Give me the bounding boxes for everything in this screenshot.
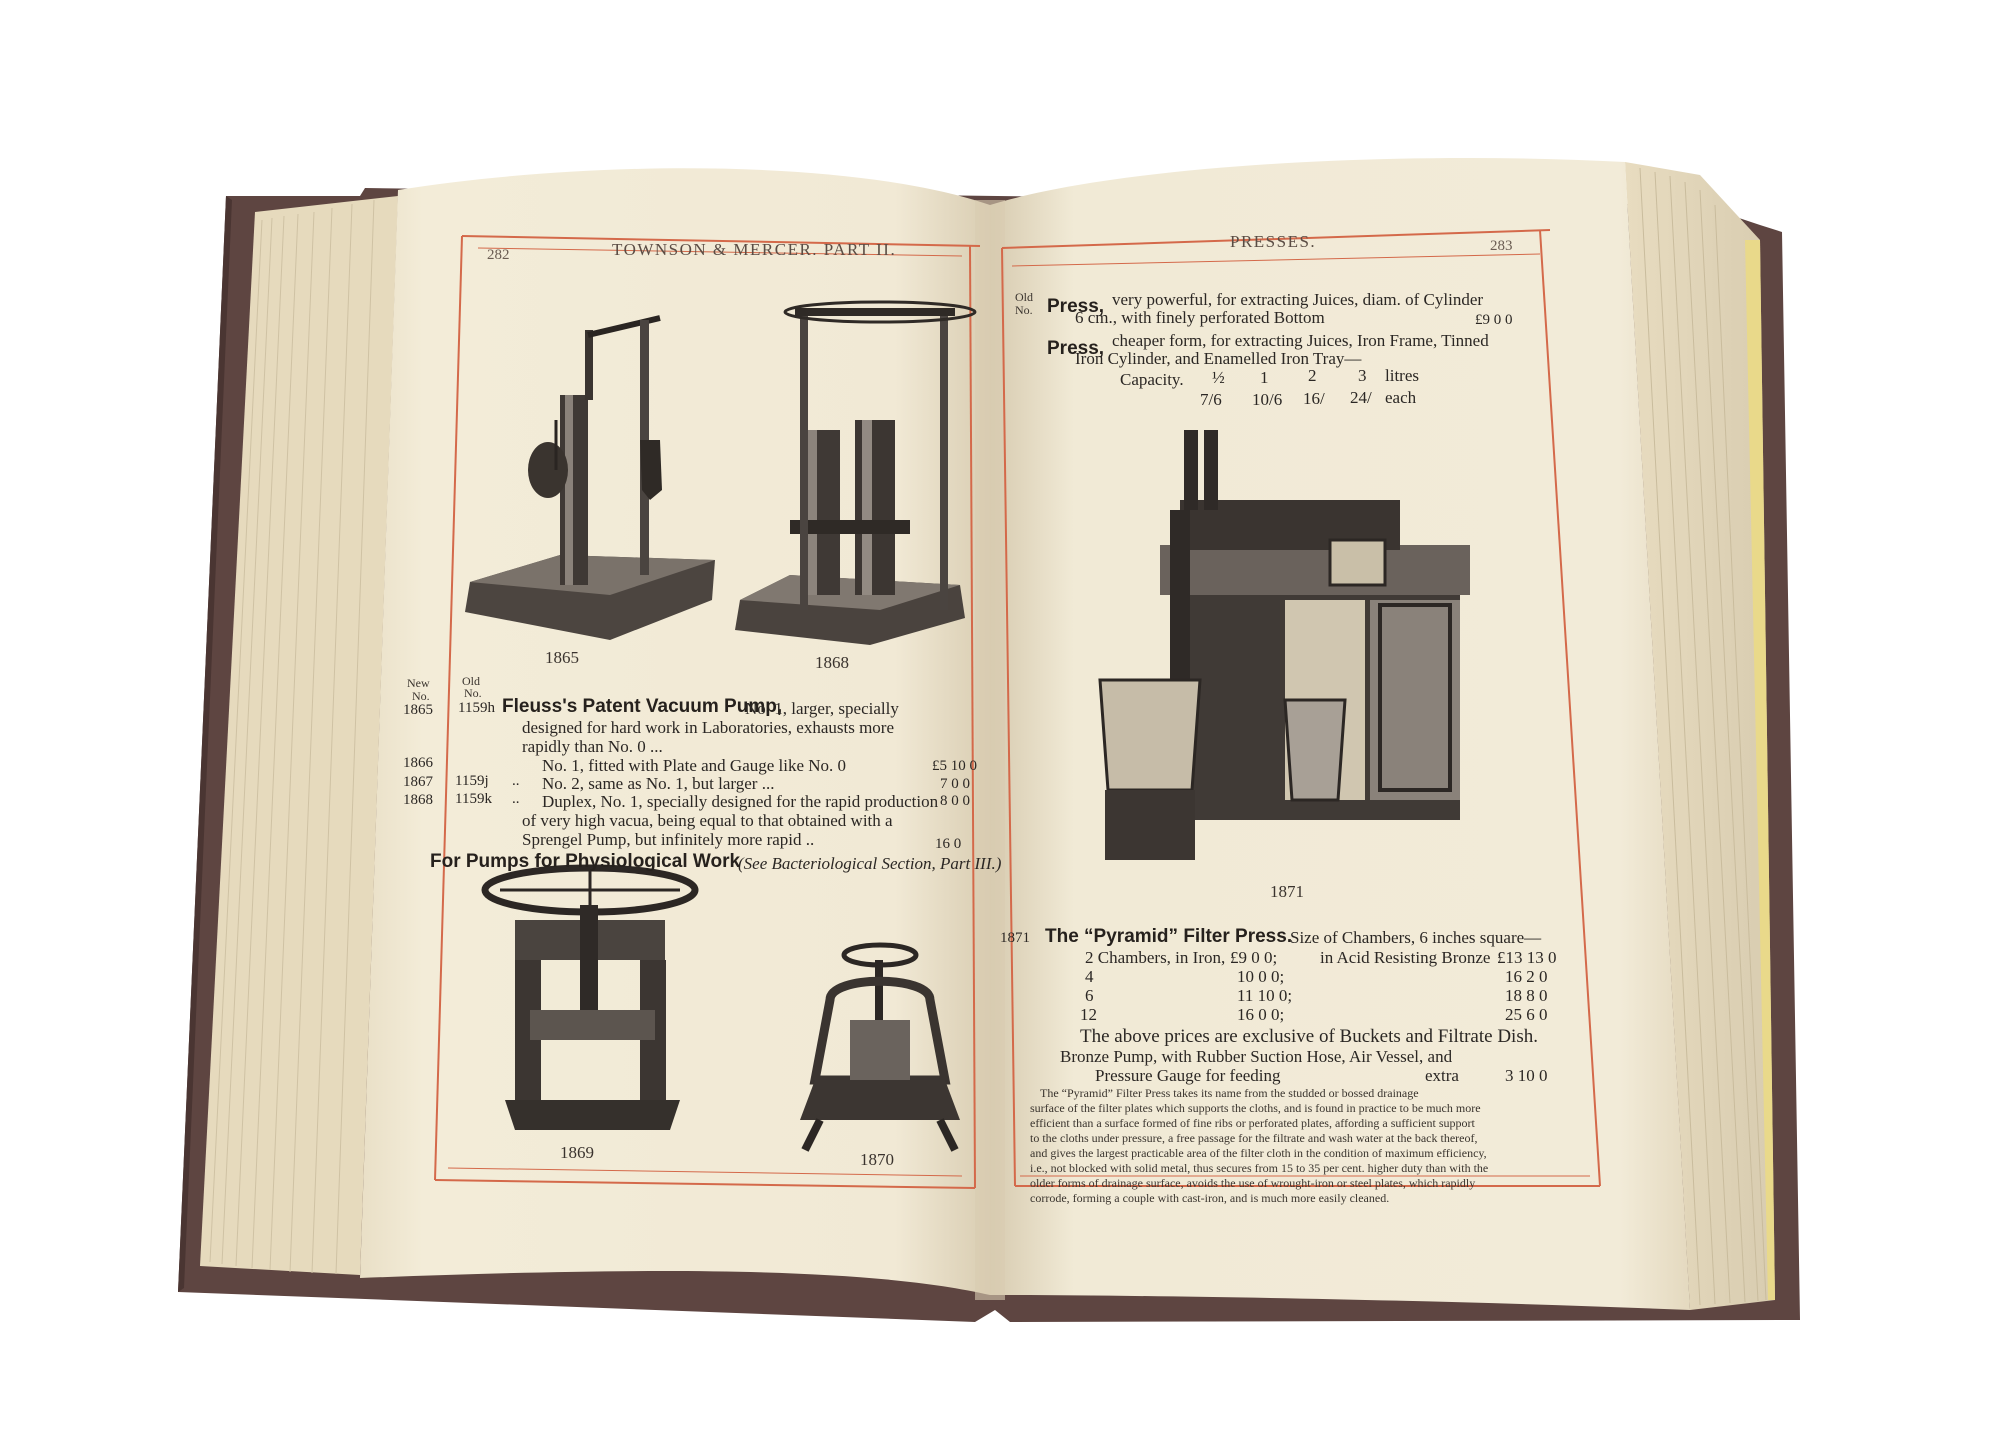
chamber-iron-price: 11 10 0; <box>1237 986 1293 1005</box>
entry-old-number: 1159h <box>458 700 495 716</box>
chamber-iron-price: 16 0 0; <box>1237 1005 1285 1024</box>
right-col-old-no-label: No. <box>1015 303 1033 317</box>
fleuss-line1: No. 1, larger, specially <box>745 699 899 718</box>
col-old-label: Old <box>462 674 480 688</box>
description-line: surface of the filter plates which supports the cloths, and is found in practice to be much more <box>1030 1101 1481 1115</box>
fleuss-pump-title: Fleuss's Patent Vacuum Pump, <box>502 696 783 717</box>
capacity-value: 1 <box>1260 368 1269 387</box>
chamber-bronze-price: 16 2 0 <box>1505 967 1548 986</box>
description-line: to the cloths under pressure, a free passage for the filtrate and wash water at the back thereof, <box>1030 1131 1478 1145</box>
duplex-price: 16 0 <box>935 836 962 852</box>
chamber-bronze-price: 18 8 0 <box>1505 986 1548 1005</box>
bronze-pump-line2: Pressure Gauge for feeding <box>1095 1066 1281 1085</box>
right-col-old-label: Old <box>1015 290 1033 304</box>
pyramid-filter-press-title: The “Pyramid” Filter Press. <box>1045 926 1293 947</box>
entry-old-number: 1159j <box>455 773 489 789</box>
ditto-mark: .. <box>512 791 520 807</box>
figure-caption-1868: 1868 <box>815 653 849 672</box>
press2-text: cheaper form, for extracting Juices, Iron Frame, Tinned <box>1112 331 1489 350</box>
col-new-label: New <box>407 676 430 690</box>
press2-text2: Iron Cylinder, and Enamelled Iron Tray— <box>1075 349 1362 368</box>
pyramid-chamber-size: Size of Chambers, 6 inches square— <box>1290 928 1542 947</box>
chamber-count: 6 <box>1085 986 1094 1005</box>
capacity-unit: litres <box>1385 366 1419 385</box>
fleuss-line2: designed for hard work in Laboratories, exhausts more <box>522 718 894 737</box>
capacity-label: Capacity. <box>1120 370 1184 389</box>
entry-text: Duplex, No. 1, specially designed for the rapid production <box>542 792 939 811</box>
bronze-pump-extra: extra <box>1425 1066 1459 1085</box>
description-line: i.e., not blocked with solid metal, thus secures from 15 to 35 per cent. higher duty than with the <box>1030 1161 1489 1175</box>
physiological-pumps-note: (See Bacteriological Section, Part III.) <box>738 854 1002 873</box>
description-line: efficient than a surface formed of fine ribs or perforated plates, affording a sufficient support <box>1030 1116 1475 1130</box>
entry-text: No. 1, fitted with Plate and Gauge like No. 0 <box>542 756 847 775</box>
col-old-no-label: No. <box>464 686 482 700</box>
description-line: and gives the largest practicable area of the filter cloth in the condition of maximum efficiency, <box>1030 1146 1487 1160</box>
capacity-price: 10/6 <box>1252 390 1283 409</box>
entry-new-number: 1868 <box>403 792 433 808</box>
description-line: older forms of drainage surface, avoids the use of wrought-iron or steel plates, which rapidly <box>1030 1176 1476 1190</box>
capacity-value: 3 <box>1358 366 1367 385</box>
left-page-number: 282 <box>487 247 510 263</box>
figure-caption-1869: 1869 <box>560 1143 594 1162</box>
pyramid-item-number: 1871 <box>1000 930 1030 946</box>
figure-caption-1870: 1870 <box>860 1150 894 1169</box>
chamber-count: 12 <box>1080 1005 1097 1024</box>
figure-caption-1871: 1871 <box>1270 882 1304 901</box>
entry-new-number: 1866 <box>403 755 433 771</box>
ditto-mark: .. <box>512 773 520 789</box>
capacity-price: 24/ <box>1350 388 1372 407</box>
bronze-pump-price: 3 10 0 <box>1505 1066 1548 1085</box>
fleuss-line3: rapidly than No. 0 ... <box>522 737 663 756</box>
bronze-pump-line1: Bronze Pump, with Rubber Suction Hose, Air Vessel, and <box>1060 1047 1453 1066</box>
chamber-count: 4 <box>1085 967 1094 986</box>
press1-label: Press, <box>1047 296 1105 317</box>
press1-text2: 6 cm., with finely perforated Bottom <box>1075 308 1325 327</box>
capacity-price-unit: each <box>1385 388 1417 407</box>
physiological-pumps-heading: For Pumps for Physiological Work <box>430 851 741 872</box>
col-new-no-label: No. <box>412 689 430 703</box>
chamber-iron-price: 10 0 0; <box>1237 967 1285 986</box>
duplex-continued-1: of very high vacua, being equal to that obtained with a <box>522 811 893 830</box>
entry-price: 8 0 0 <box>940 793 970 809</box>
entry-price: £5 10 0 <box>932 758 977 774</box>
right-page-number: 283 <box>1490 238 1513 254</box>
chamber-iron-price: £9 0 0; <box>1230 948 1278 967</box>
entry-new-number: 1865 <box>403 702 433 718</box>
right-running-head: PRESSES. <box>1230 232 1317 251</box>
press1-price: £9 0 0 <box>1475 312 1513 328</box>
description-line: corrode, forming a couple with cast-iron, and is much more easily cleaned. <box>1030 1191 1390 1205</box>
figure-caption-1865: 1865 <box>545 648 579 667</box>
entry-old-number: 1159k <box>455 791 492 807</box>
press2-label: Press, <box>1047 338 1105 359</box>
chamber-bronze-price: £13 13 0 <box>1497 948 1557 967</box>
press1-text: very powerful, for extracting Juices, diam. of Cylinder <box>1112 290 1484 309</box>
capacity-value: 2 <box>1308 366 1317 385</box>
description-line: The “Pyramid” Filter Press takes its name from the studded or bossed drainage <box>1040 1086 1419 1100</box>
entry-price: 7 0 0 <box>940 776 970 792</box>
exclusive-note: The above prices are exclusive of Buckets and Filtrate Dish. <box>1080 1026 1538 1047</box>
chamber-bronze-price: 25 6 0 <box>1505 1005 1548 1024</box>
entry-text: No. 2, same as No. 1, but larger ... <box>542 774 775 793</box>
left-running-head: TOWNSON & MERCER. PART II. <box>612 240 897 259</box>
chamber-count: 2 Chambers, in Iron, <box>1085 948 1226 967</box>
duplex-continued-2: Sprengel Pump, but infinitely more rapid .. <box>522 830 815 849</box>
capacity-price: 16/ <box>1303 389 1325 408</box>
entry-new-number: 1867 <box>403 774 433 790</box>
capacity-price: 7/6 <box>1200 390 1222 409</box>
chamber-bronze-label: in Acid Resisting Bronze <box>1320 948 1491 967</box>
capacity-value: ½ <box>1212 368 1225 387</box>
